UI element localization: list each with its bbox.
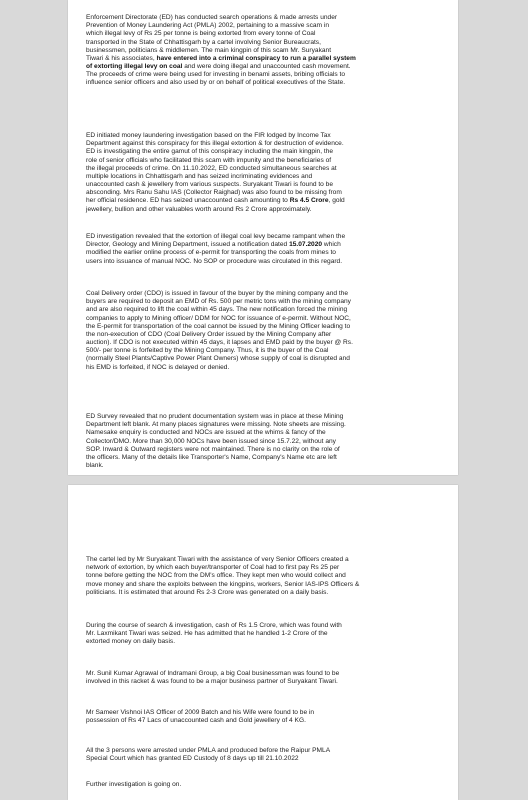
paragraph-further-investigation <box>86 773 446 789</box>
text-span: The cartel led by Mr Suryakant Tiwari with the assistance of very Senior Officers created a network of extortion, by which each buyer/transporter of Coal had to first pay Rs 25 per tonne before getting the NOC from the DM's office. They kept men who would collect and move money and share the exploits between the kingpins, workers, Senior IAS-IPS Officers & politicians. It is estimated that around Rs 2-3 Crore was generated on a daily basis. <box>86 556 360 596</box>
text-span: Mr. Sunil Kumar Agrawal of Indramani Group, a big Coal businessman was found to be involved in this racket & was found to be a major business partner of Suryakant Tiwari. <box>86 670 340 686</box>
bold-text-span: have entered into a criminal conspiracy to run a parallel system of extorting illegal levy on coal <box>86 54 356 71</box>
paragraph-search-cash <box>86 614 446 647</box>
text-span: and were doing illegal and unaccounted cash movement. The proceeds of crime were being used for investing in benami assets, bribing officials to influence senior officers and also used by or on behalf of political executives of the State. <box>86 63 351 87</box>
text-span: ED Survey revealed that no prudent documentation system was in place at these Mining Department left blank. At many places signatures were missing. Note sheets are missing. Namesake enquiry is conducted and NOCs are issued at the whims & fancy of the Collector/DMO. More than 30,000 NOCs have been issued since 15.7.22, without any SOP. Inward & Outward registers were not maintained. There is no clarity on the role of the officers. Many of the details like Transporter's Name, Company's Name etc are left blank. <box>86 413 346 470</box>
paragraph-cartel <box>86 548 446 597</box>
document-page-1 <box>68 0 458 475</box>
text-span: , gold jewellery, bullion and other valuables worth around Rs 2 Crore approximately. <box>86 197 345 213</box>
paragraph-sameer-vishnoi <box>86 701 446 725</box>
text-span: During the course of search & investigation, cash of Rs 1.5 Crore, which was found with Mr. Laxmikant Tiwari was seized. He has admitted that he handled 1-2 Crore of the extorted money on daily basis. <box>86 622 342 646</box>
text-span: Mr Sameer Vishnoi IAS Officer of 2009 Batch and his Wife were found to be in possession of Rs 47 Lacs of unaccounted cash and Gold jewellery of 4 KG. <box>86 709 315 725</box>
paragraph-arrests <box>86 739 446 763</box>
paragraph-notification <box>86 225 446 266</box>
text-span: ED investigation revealed that the extortion of illegal coal levy became rampant when the Director, Geology and Mining Department, issued a notification dated <box>86 233 346 249</box>
text-span: Coal Delivery order (CDO) is issued in favour of the buyer by the mining company and the buyers are required to deposit an EMD of Rs. 500 per metric tons with the mining company and are also required to lift the coal within 45 days. The new notification forced the mining companies to apply to Mining officer/ DDM for NOC for issuance of e-permit. Without NOC, the E-permit for transportation of the coal cannot be issued by the Mining Officer leading to the non-execution of CDO (Coal Delivery Order issued by the Mining Company after auction). If CDO is not executed within 45 days, it lapses and EMD paid by the buyer @ Rs. 500/- per tonne is forfeited by the Mining Company. Thus, it is the buyer of the Coal (normally Steel Plants/Captive Power Plant Owners) whose supply of coal is disrupted and his EMD is forfeited, if NOC is delayed or denied. <box>86 290 353 371</box>
bold-text-span: 15.07.2020 <box>289 241 323 249</box>
text-span: ED initiated money laundering investigation based on the FIR lodged by Income Tax Department against this conspiracy for this illegal extortion & for destruction of evidence. ED is investigating the entire gamut of this conspiracy including the main kingpin, the role of senior officials who facilitated this scam with impunity and the beneficiaries of the illegal proceeds of crime. On 11.10.2022, ED conducted simultaneous searches at multiple locations in Chhattisgarh and has seized incriminating evidences and unaccounted cash & jewellery from various suspects. Suryakant Tiwari is found to be absconding. Mrs Ranu Sahu IAS (Collector Raighad) was also found to be missing from her official residence. ED has seized unaccounted cash amounting to <box>86 132 344 205</box>
text-span: Enforcement Directorate (ED) has conducted search operations & made arrests under Prevention of Money Laundering Act (PMLA) 2002, pertaining to a massive scam in which illegal levy of Rs 25 per tonne is being extorted from every tonne of Coal transported in the State of Chhattisgarh by a cartel involving Senior Bureaucrats, businessmen, politicians & middlemen. The main kingpin of this scam Mr. Suryakant Tiwari & his associates, <box>86 14 338 62</box>
paragraph-coal-delivery-order <box>86 282 446 372</box>
bold-text-span: Rs 4.5 Crore <box>289 197 329 205</box>
text-span: which modified the earlier online process of e-permit for transporting the coals from mines to users into issuance of manual NOC. No SOP or procedure was circulated in this regard. <box>86 241 343 265</box>
paragraph-sunil-agrawal <box>86 662 446 686</box>
text-span: Further investigation is going on. <box>86 781 182 789</box>
paragraph-ed-survey <box>86 405 446 470</box>
paragraph-ed-search-operations <box>86 6 446 88</box>
text-span: All the 3 persons were arrested under PMLA and produced before the Raipur PMLA Special Court which has granted ED Custody of 8 days up till 21.10.2022 <box>86 747 331 763</box>
paragraph-ed-investigation <box>86 124 446 214</box>
document-page-2 <box>68 485 458 800</box>
